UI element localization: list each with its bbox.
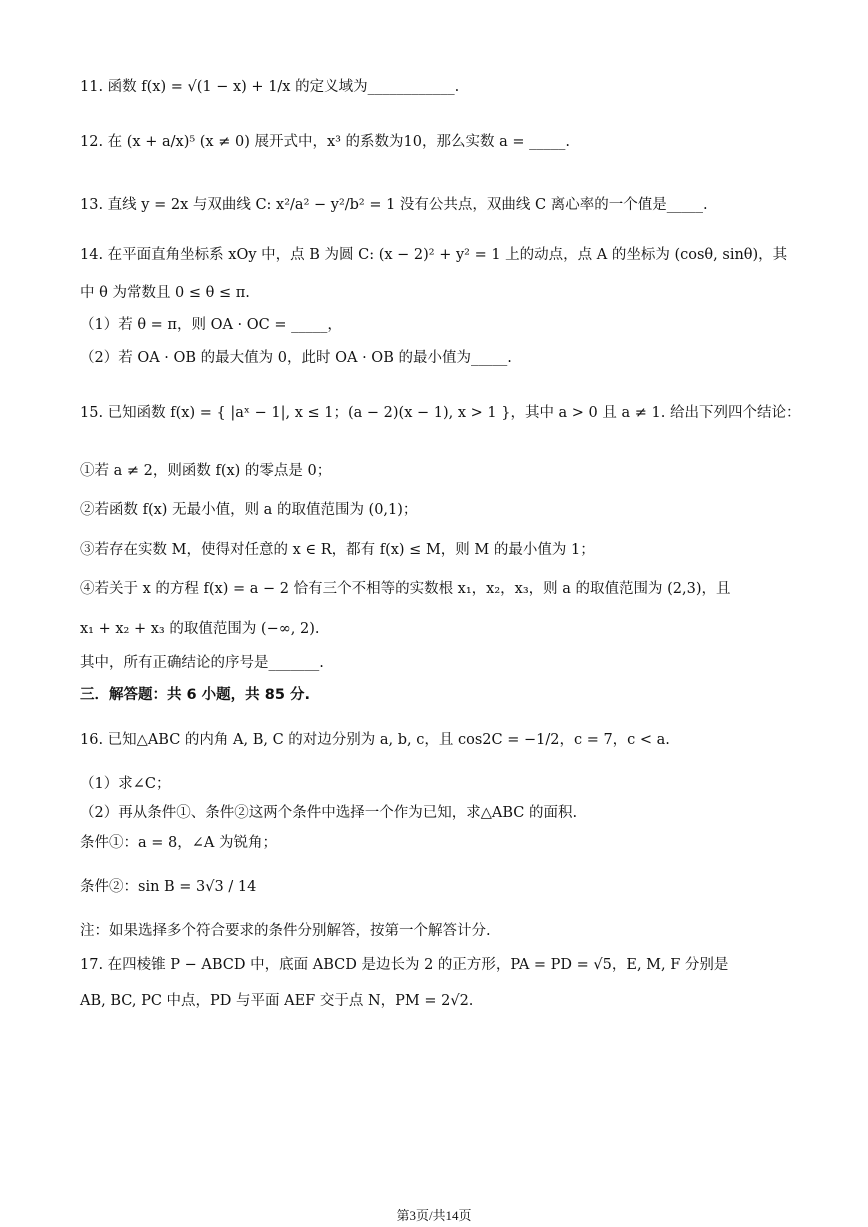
question-15-conclusion-2: ②若函数 f(x) 无最小值，则 a 的取值范围为 (0,1)；	[80, 502, 418, 518]
question-15-conclusion-3: ③若存在实数 M，使得对任意的 x ∈ R，都有 f(x) ≤ M，则 M 的最小值为 1；	[80, 542, 595, 558]
question-14-stem: 14. 在平面直角坐标系 xOy 中，点 B 为圆 C: (x − 2)² + y² = 1 上的动点，点 A 的坐标为 (cosθ, sinθ)，其	[80, 247, 788, 263]
question-15-conclusion-4-cont: x₁ + x₂ + x₃ 的取值范围为 (−∞, 2).	[80, 621, 320, 637]
question-15-ask: 其中，所有正确结论的序号是_______.	[80, 655, 324, 671]
question-17-stem-cont: AB, BC, PC 中点，PD 与平面 AEF 交于点 N，PM = 2√2.	[80, 993, 474, 1009]
question-16-part1: （1）求∠C；	[80, 776, 171, 792]
question-15-conclusion-1: ①若 a ≠ 2，则函数 f(x) 的零点是 0；	[80, 463, 332, 479]
question-17-stem: 17. 在四棱锥 P − ABCD 中，底面 ABCD 是边长为 2 的正方形，PA = PD = √5，E, M, F 分别是	[80, 957, 729, 973]
section-3-heading: 三．解答题：共 6 小题，共 85 分.	[80, 687, 310, 703]
page-footer: 第3页/共14页	[396, 1208, 472, 1223]
question-15-conclusion-4: ④若关于 x 的方程 f(x) = a − 2 恰有三个不相等的实数根 x₁，x₂，x₃，则 a 的取值范围为 (2,3)，且	[80, 581, 731, 597]
question-16-condition-1: 条件①：a = 8，∠A 为锐角；	[80, 835, 277, 851]
question-14-part1: （1）若 θ = π，则 OA · OC = _____，	[80, 317, 342, 333]
question-16-condition-2: 条件②：sin B = 3√3 / 14	[80, 879, 257, 895]
question-16-note: 注：如果选择多个符合要求的条件分别解答，按第一个解答计分.	[80, 923, 491, 939]
question-14-part2: （2）若 OA · OB 的最大值为 0，此时 OA · OB 的最小值为_____.	[80, 350, 512, 366]
question-12: 12. 在 (x + a/x)⁵ (x ≠ 0) 展开式中，x³ 的系数为10，那么实数 a = _____.	[80, 134, 570, 150]
question-15-stem: 15. 已知函数 f(x) = { |aˣ − 1|, x ≤ 1；(a − 2)(x − 1), x > 1 }，其中 a > 0 且 a ≠ 1. 给出下列四个结论：	[80, 405, 801, 421]
question-14-stem-cont: 中 θ 为常数且 0 ≤ θ ≤ π.	[80, 285, 250, 301]
question-16-part2: （2）再从条件①、条件②这两个条件中选择一个作为已知，求△ABC 的面积.	[80, 805, 578, 821]
question-16-stem: 16. 已知△ABC 的内角 A, B, C 的对边分别为 a, b, c，且 cos2C = −1/2，c = 7，c < a.	[80, 732, 670, 748]
question-13: 13. 直线 y = 2x 与双曲线 C: x²/a² − y²/b² = 1 没有公共点，双曲线 C 离心率的一个值是_____.	[80, 197, 708, 213]
question-11: 11. 函数 f(x) = √(1 − x) + 1/x 的定义域为____________.	[80, 79, 460, 95]
